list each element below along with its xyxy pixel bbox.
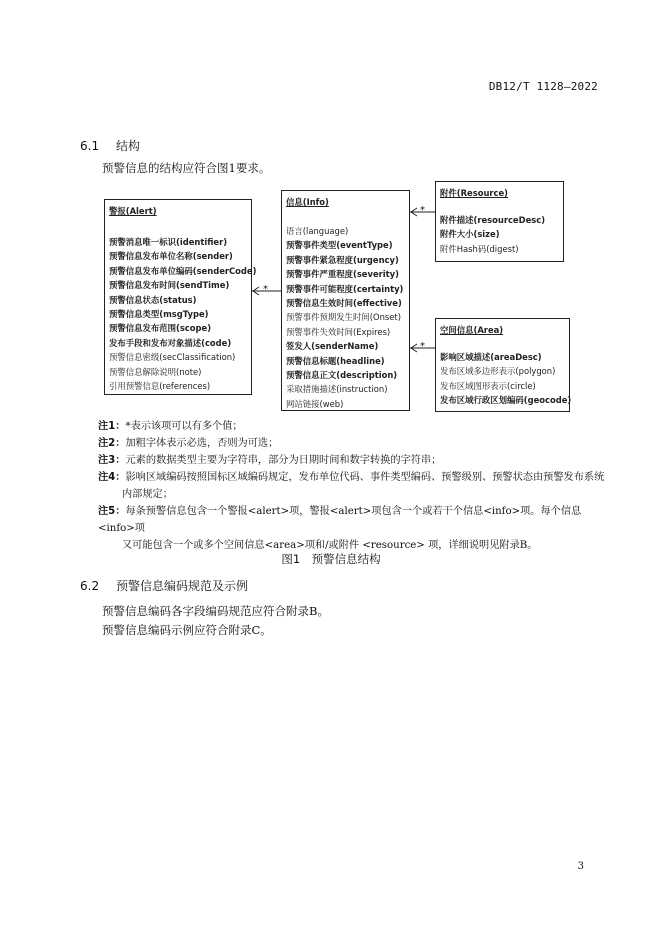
alert-field: 发布手段和发布对象描述(code) [109,337,232,348]
note-text: 每条预警信息包含一个警报<alert>项，警报<alert>项包含一个或若干个信息<info>项。每个信息<info>项 [98,506,582,534]
area-field: 发布区域行政区划编码(geocode) [440,395,572,406]
alert-field: 预警信息解除说明(note) [109,366,202,377]
section-6-2-line: 预警信息编码各字段编码规范应符合附录B。 [102,604,329,618]
info-field: 采取措施描述(instruction) [286,384,388,395]
info-field: 预警事件类型(eventType) [286,240,393,251]
note-label: 注3： [98,455,126,466]
info-field: 语言(language) [286,226,349,236]
resource-box-title: 附件(Resource) [440,188,509,198]
section-title: 结构 [116,139,141,153]
page-number: 3 [577,861,584,872]
section-6-2-line: 预警信息编码示例应符合附录C。 [102,623,272,637]
note-continuation: 又可能包含一个或多个空间信息<area>项和/或附件 <resource> 项，详细说明见附录B。 [122,540,538,551]
note-text: 加粗字体表示必选，否则为可选； [125,438,279,449]
info-field: 预警信息标题(headline) [286,355,385,366]
note-item [98,418,618,435]
info-field: 签发人(senderName) [286,341,379,352]
info-box-title: 信息(Info) [286,197,329,207]
info-field: 预警事件严重程度(severity) [286,269,399,280]
info-field: 预警事件紧急程度(urgency) [286,254,399,265]
resource-field: 附件Hash码(digest) [440,243,519,254]
multiplicity-marker: * [420,205,425,216]
figure-notes [98,418,618,554]
alert-field: 预警信息类型(msgType) [109,309,209,320]
resource-field: 附件描述(resourceDesc) [440,215,546,225]
note-item [98,435,618,452]
alert-field: 预警信息发布单位编码(senderCode) [109,265,257,276]
area-box-title: 空间信息(Area) [440,325,504,335]
section-number: 6.2 [80,579,100,593]
note-label: 注1： [98,421,126,432]
note-label: 注5： [98,506,126,517]
note-text: 影响区域编码按照国标区域编码规定，发布单位代码、事件类型编码、预警级别、预警状态由预警发布系统 [125,472,605,483]
section-title: 预警信息编码规范及示例 [116,579,249,593]
alert-box-title: 警报(Alert) [109,206,157,216]
area-field: 发布区域图形表示(circle) [440,380,536,391]
alert-field: 预警信息密级(secClassification) [109,352,236,363]
section-6-2-heading [80,577,248,594]
resource-field: 附件大小(size) [440,229,500,240]
info-field: 预警信息生效时间(effective) [286,298,402,309]
info-field: 预警信息正文(description) [286,370,398,381]
section-number: 6.1 [80,139,100,153]
multiplicity-marker: * [263,284,268,295]
info-field: 预警事件可能程度(certainty) [286,283,404,294]
alert-field: 预警信息状态(status) [109,294,197,305]
alert-field: 预警信息发布时间(sendTime) [109,280,230,291]
note-item [98,503,618,537]
alert-field: 预警信息发布范围(scope) [109,323,212,334]
document-id: DB12/T 1128—2022 [488,80,598,93]
area-field: 发布区域多边形表示(polygon) [440,366,556,377]
area-field: 影响区域描述(areaDesc) [440,352,542,362]
alert-field: 预警信息发布单位名称(sender) [109,251,233,262]
figure-caption: 图1 预警信息结构 [281,552,381,566]
info-field: 预警事件预期发生时间(Onset) [286,312,401,323]
multiplicity-marker: * [420,341,425,352]
alert-field: 引用预警信息(references) [109,381,211,392]
info-field: 网站链接(web) [286,398,344,409]
note-label: 注4： [98,472,126,483]
section-6-1-intro: 预警信息的结构应符合图1要求。 [102,161,271,175]
note-item [98,452,618,469]
info-field: 预警事件失效时间(Expires) [286,326,391,337]
note-label: 注2： [98,438,126,449]
note-text: *表示该项可以有多个值； [125,421,243,432]
note-text: 元素的数据类型主要为字符串，部分为日期时间和数字转换的字符串； [125,455,442,466]
note-continuation: 内部规定； [122,489,173,500]
alert-field: 预警消息唯一标识(identifier) [109,237,228,247]
note-item [98,469,618,486]
